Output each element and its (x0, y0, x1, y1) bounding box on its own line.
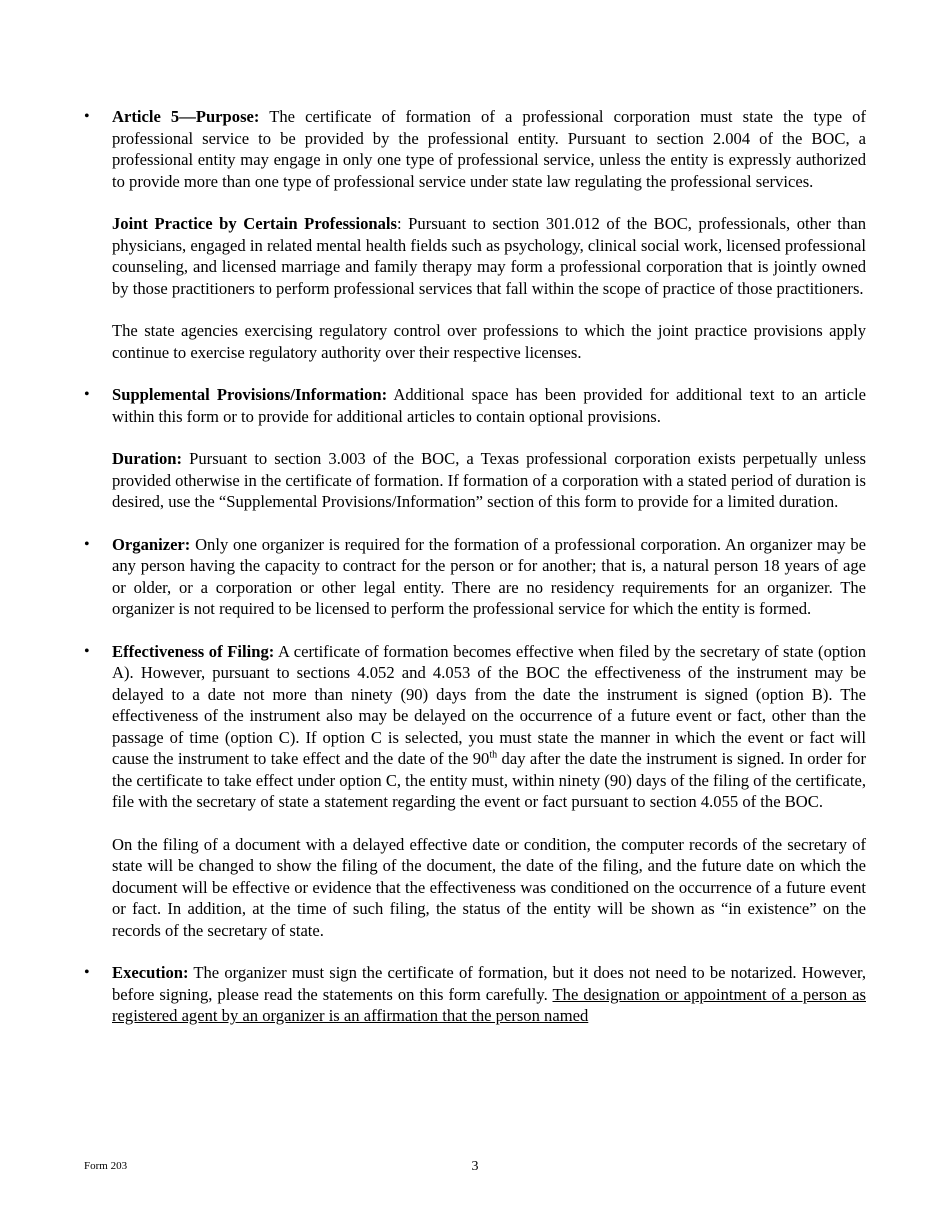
delayed-effective-paragraph: On the filing of a document with a delayed effective date or condition, the computer records of the secretary of state will be changed to show the filing of the document, the date of the filing, and the future date on which the document will be effective or evidence that the effectiveness was conditioned on the occurrence of a future event or fact. In addition, at the time of such filing, the status of the entity will be shown as “in existence” on the records of the secretary of state. (112, 834, 866, 940)
execution-text: The organizer must sign the certificate of formation, but it does not need to be notarized. However, before signing, please read the statements on this form carefully. (112, 963, 866, 1004)
supplemental-heading: Supplemental Provisions/Information: (112, 385, 388, 404)
form-number-label: Form 203 (84, 1160, 128, 1172)
execution-heading: Execution: (112, 963, 189, 982)
ordinal-superscript: th (489, 749, 498, 761)
state-agencies-paragraph: The state agencies exercising regulatory control over professions to which the joint practice provisions apply continue to exercise regulatory authority over their respective licenses. (112, 321, 866, 362)
joint-practice-text: : Pursuant to section 301.012 of the BOC, professionals, other than physicians, engaged in related mental health fields such as psychology, clinical social work, licensed professional counseling, and licensed marriage and family therapy may form a professional corporation that is jointly owned by those practitioners to perform professional services that fall within the scope of practice of those practitioners. (112, 214, 867, 298)
section-organizer (84, 534, 866, 620)
bullet-icon: • (84, 642, 90, 660)
execution-underlined-text: The designation or appointment of a person as registered agent by an organizer is an affirmation that the person named (112, 984, 866, 1025)
organizer-heading: Organizer: (112, 534, 191, 554)
joint-practice-heading: Joint Practice by Certain Professionals (112, 214, 397, 233)
organizer-paragraph (112, 534, 866, 620)
article-5-text: The certificate of formation of a professional corporation must state the type of professional service to be provided by the professional entity. Pursuant to section 2.004 of the BOC, a professional entity may engage in only one type of professional service, unless the entity is expressly authorized to provide more than one type of professional service under state law regulating the professional services. (112, 107, 866, 191)
bullet-icon: • (84, 964, 90, 981)
execution-paragraph (112, 962, 866, 1027)
supplemental-text: Additional space has been provided for additional text to an article within this form or to provide for additional articles to contain optional provisions. (112, 385, 866, 426)
effectiveness-text-continued: day after the date the instrument is signed. In order for the certificate to take effect under option C, the entity must, within ninety (90) days of the filing of the certificate, file with the secretary of state a statement regarding the event or fact pursuant to section 4.055 of the BOC. (112, 749, 867, 811)
duration-text: Pursuant to section 3.003 of the BOC, a Texas professional corporation exists perpetually unless provided otherwise in the certificate of formation. If formation of a corporation with a stated period of duration is desired, use the “Supplemental Provisions/Information” section of this form to provide for a limited duration. (112, 449, 866, 511)
section-article-5-purpose (84, 106, 866, 363)
bullet-icon: • (84, 535, 90, 553)
article-5-heading: Article 5—Purpose: (112, 107, 260, 126)
page-number: 3 (471, 1159, 479, 1174)
effectiveness-text: A certificate of formation becomes effective when filed by the secretary of state (option A). However, pursuant to sections 4.052 and 4.053 of the BOC the effectiveness of the instrument may be delayed to a date not more than ninety (90) days from the date the instrument is signed (option B). The effectiveness of the instrument also may be delayed on the occurrence of a future event or fact, other than the passage of time (option C). If option C is selected, you must state the manner in which the event or fact will cause the instrument to take effect and the date of the 90 (112, 641, 866, 768)
article-5-paragraph (112, 106, 866, 192)
duration-heading: Duration: (112, 449, 183, 468)
section-supplemental-provisions (84, 384, 866, 513)
effectiveness-heading: Effectiveness of Filing: (112, 641, 275, 661)
supplemental-paragraph (112, 384, 866, 427)
duration-paragraph (112, 448, 866, 513)
joint-practice-paragraph (112, 213, 866, 299)
instructions-body (84, 106, 866, 1048)
effectiveness-paragraph (112, 641, 866, 813)
bullet-icon: • (84, 108, 90, 125)
bullet-icon: • (84, 386, 90, 403)
organizer-text: Only one organizer is required for the formation of a professional corporation. An organizer may be any person having the capacity to contract for the person or for another; that is, a natural person 18 years of age or older, or a corporation or other legal entity. There are no residency requirements for an organizer. The organizer is not required to be licensed to perform the professional service for which the entity is formed. (112, 534, 866, 618)
section-effectiveness-of-filing (84, 641, 866, 942)
section-execution (84, 962, 866, 1027)
